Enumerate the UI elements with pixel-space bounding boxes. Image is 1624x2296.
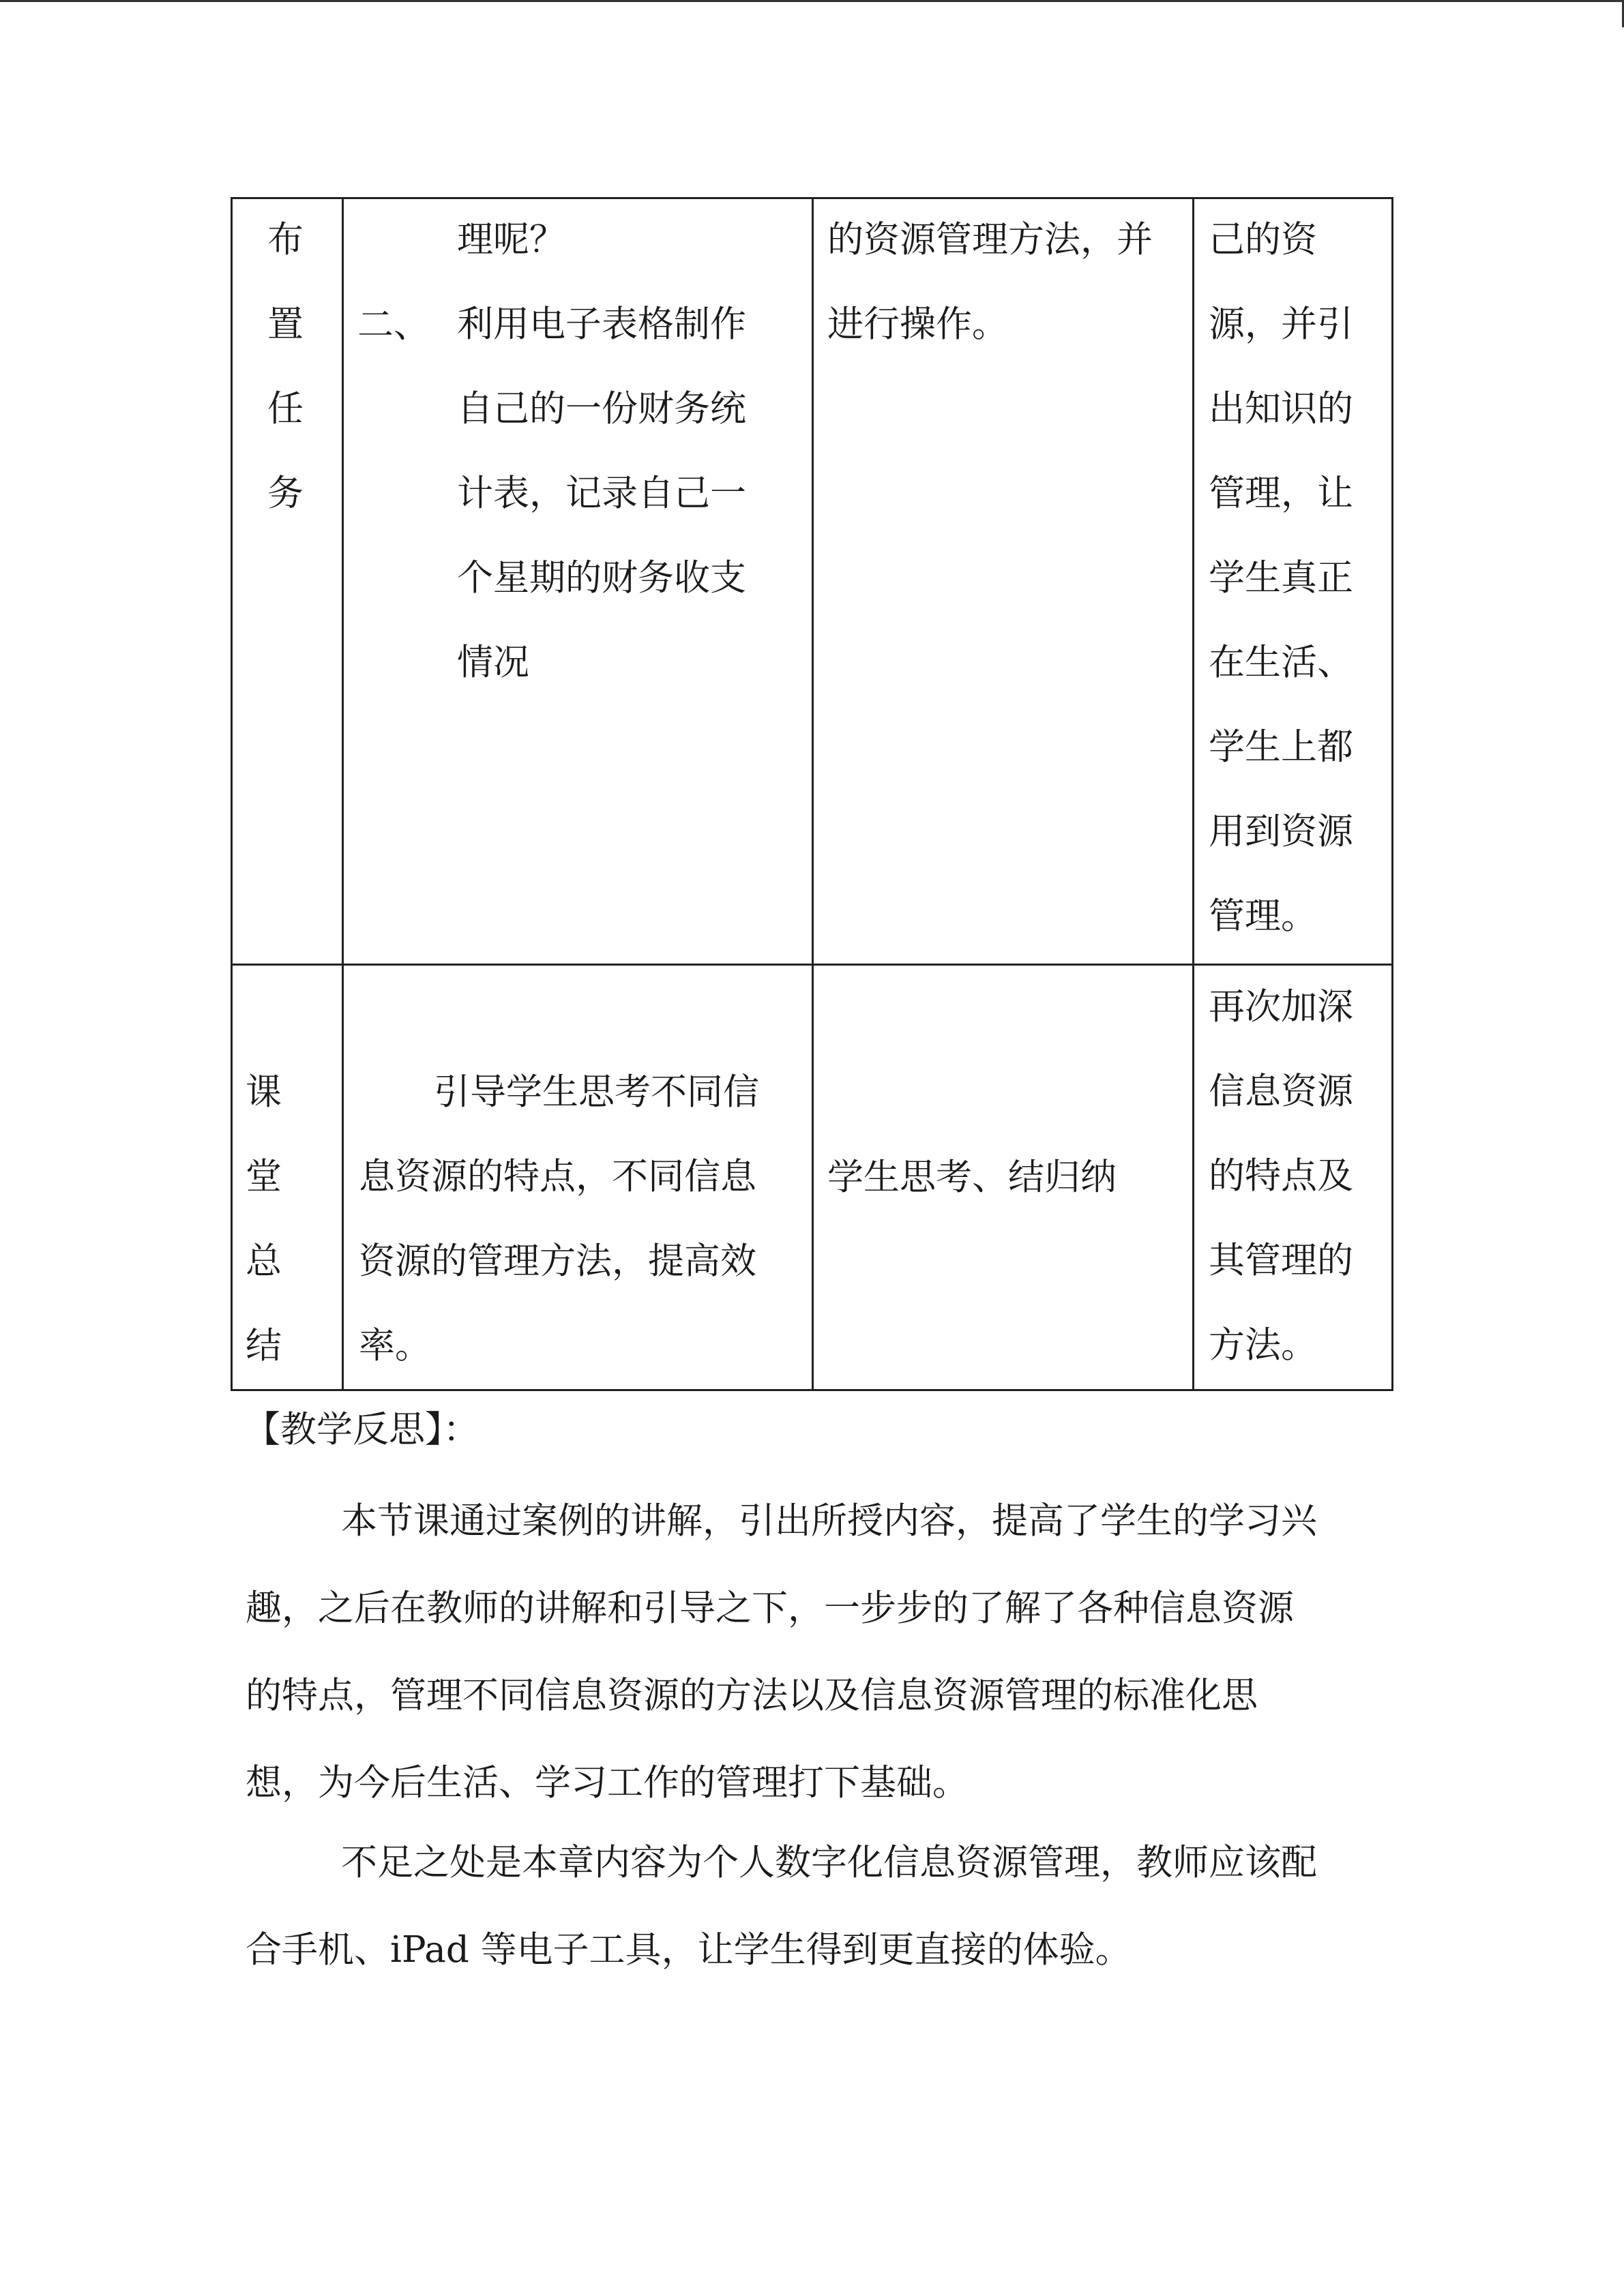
row1-teacher-line: 个星期的财务收支 — [457, 557, 746, 599]
row1-teacher-cell — [457, 198, 746, 705]
row2-stage-char: 总 — [246, 1240, 282, 1282]
row2-teacher-line: 率。 — [359, 1325, 431, 1367]
row2-teacher-line: 资源的管理方法，提高效 — [359, 1240, 756, 1282]
row2-purpose-line: 信息资源 — [1209, 1071, 1353, 1112]
row1-stage-char: 务 — [267, 473, 304, 514]
row2-purpose-line: 的特点及 — [1209, 1155, 1353, 1197]
row2-stage-char: 课 — [246, 1071, 282, 1113]
reflection-heading: 【教学反思】： — [244, 1409, 479, 1450]
row2-purpose-line: 其管理的 — [1209, 1240, 1353, 1281]
row1-purpose-cell — [1209, 198, 1353, 959]
row2-purpose-line: 方法。 — [1209, 1324, 1317, 1366]
reflection-paragraph-2 — [246, 1819, 1378, 1994]
row1-purpose-line: 管理，让 — [1209, 473, 1353, 514]
row1-student-line: 进行操作。 — [827, 303, 1008, 345]
row1-purpose-line: 源，并引 — [1209, 303, 1353, 345]
row1-teacher-line: 理呢？ — [457, 219, 565, 260]
row2-stage-cell — [246, 1050, 282, 1388]
row2-teacher-cell — [359, 1050, 759, 1388]
paragraph-line: 想，为今后生活、学习工作的管理打下基础。 — [246, 1762, 969, 1804]
row1-purpose-line: 学生上都 — [1209, 726, 1353, 768]
row2-purpose-line: 再次加深 — [1209, 986, 1353, 1028]
row1-purpose-line: 在生活、 — [1209, 642, 1353, 683]
row1-stage-cell — [267, 198, 304, 536]
row1-purpose-line: 管理。 — [1209, 895, 1317, 937]
row1-teacher-line: 计表，记录自己一 — [457, 473, 746, 514]
row2-purpose-cell — [1209, 965, 1353, 1388]
table-col-divider-1 — [342, 197, 344, 1391]
paragraph-line: 不足之处是本章内容为个人数字化信息资源管理，教师应该配 — [341, 1842, 1317, 1883]
row1-stage-char: 任 — [267, 388, 304, 430]
paragraph-line: 的特点，管理不同信息资源的方法以及信息资源管理的标准化思 — [246, 1675, 1258, 1716]
row1-student-line: 的资源管理方法，并 — [827, 219, 1153, 260]
row2-stage-char: 结 — [246, 1325, 282, 1367]
table-col-divider-3 — [1192, 197, 1194, 1391]
paragraph-line: 本节课通过案例的讲解，引出所授内容，提高了学生的学习兴 — [341, 1500, 1317, 1542]
row1-student-cell — [827, 198, 1153, 367]
paragraph-line: 合手机、iPad 等电子工具，让学生得到更直接的体验。 — [246, 1929, 1132, 1971]
row1-teacher-line: 利用电子表格制作 — [457, 303, 746, 345]
paragraph-line: 趣，之后在教师的讲解和引导之下，一步步的了解了各种信息资源 — [246, 1587, 1294, 1629]
table-col-divider-2 — [812, 197, 814, 1391]
row1-teacher-line: 自己的一份财务统 — [457, 388, 746, 430]
row1-purpose-line: 学生真正 — [1209, 557, 1353, 599]
row1-stage-char: 布 — [267, 219, 304, 260]
row2-stage-char: 堂 — [246, 1156, 282, 1197]
row2-student-text: 学生思考、结归纳 — [827, 1157, 1117, 1198]
row1-stage-char: 置 — [267, 303, 304, 345]
table-border-left — [231, 197, 233, 1391]
row1-teacher-line: 情况 — [457, 642, 529, 683]
page-top-border — [0, 0, 1624, 2]
row1-purpose-line: 出知识的 — [1209, 388, 1353, 430]
reflection-paragraph-1 — [246, 1478, 1378, 1827]
row2-teacher-line: 息资源的特点，不同信息 — [359, 1156, 756, 1197]
row2-teacher-line: 引导学生思考不同信 — [434, 1071, 759, 1113]
row1-teacher-marker: 二、 — [357, 304, 430, 346]
row1-purpose-line: 用到资源 — [1209, 811, 1353, 852]
table-border-right — [1391, 197, 1393, 1391]
row1-purpose-line: 己的资 — [1209, 219, 1317, 260]
